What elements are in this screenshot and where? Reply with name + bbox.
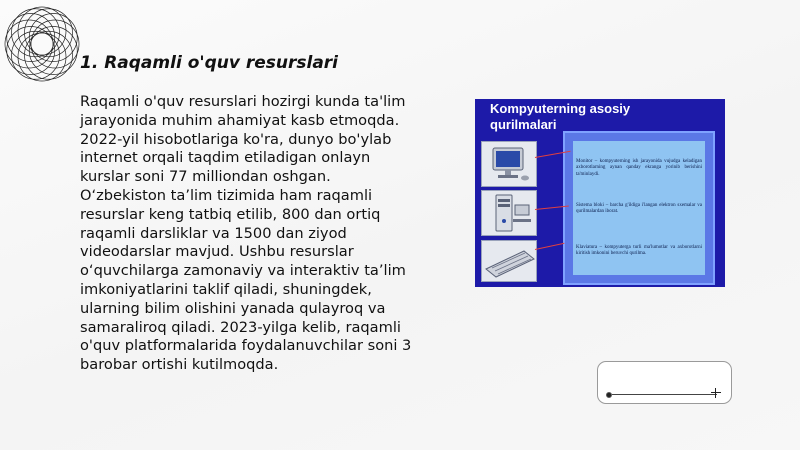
record-dot-icon[interactable]: [606, 392, 612, 398]
keyboard-description: Klaviatura – kompyuterga turli ma'lumotlar va axborotlarni kiritish imkonini beruvchi qurilma.: [576, 245, 702, 257]
system-unit-icon: [481, 190, 537, 236]
slide-text-panel: [563, 131, 715, 285]
system-unit-description: Sistema bloki – barcha g'ildiga i'langan elektron sxemalar va qurilmalardan iborat.: [576, 203, 702, 215]
monitor-icon: [481, 141, 537, 187]
monitor-description: Monitor – kompyuterning ish jarayonida vujudga keladigan axborotlarning aynan qanday ekranga yorinib berishini ta'minlaydi.: [576, 159, 702, 177]
media-timeline-control[interactable]: [597, 361, 732, 404]
keyboard-leader-line: [535, 243, 565, 250]
body-paragraph: Raqamli o'quv resurslari hozirgi kunda ta'lim jarayonida muhim ahamiyat kasb etmoqda. 2022-yil hisobotlariga ko'ra, dunyo bo'ylab internet orqali taqdim etiladigan onlayn kurslar soni 77 milliondan oshgan. O‘zbekiston ta’lim tizimida ham raqamli resurslar keng tatbiq etilib, 800 dan ortiq raqamli darsliklar va 1500 dan ziyod videodarslar mavjud. Ushbu resurslar o‘quvchilarga zamonaviy va interaktiv ta’lim imkoniyatlarini taklif qiladi, shuningdek, ularning bilim olishini yanada qulayroq va samaraliroq qiladi. 2023-yilga kelib, raqamli o'quv platformalarida foydalanuvchilar soni 3 barobar ortishi kutilmoqda.: [80, 93, 412, 374]
keyboard-icon: [481, 240, 537, 282]
page-title: 1. Raqamli o'quv resurslari: [80, 53, 338, 73]
slide-inner-panel: [573, 141, 705, 275]
embedded-slide-image: [475, 99, 725, 287]
circle-pattern-icon: [3, 5, 81, 83]
plus-icon[interactable]: [711, 388, 721, 398]
slide-title: Kompyuterning asosiy qurilmalari: [490, 101, 631, 132]
timeline-track[interactable]: [612, 394, 717, 395]
